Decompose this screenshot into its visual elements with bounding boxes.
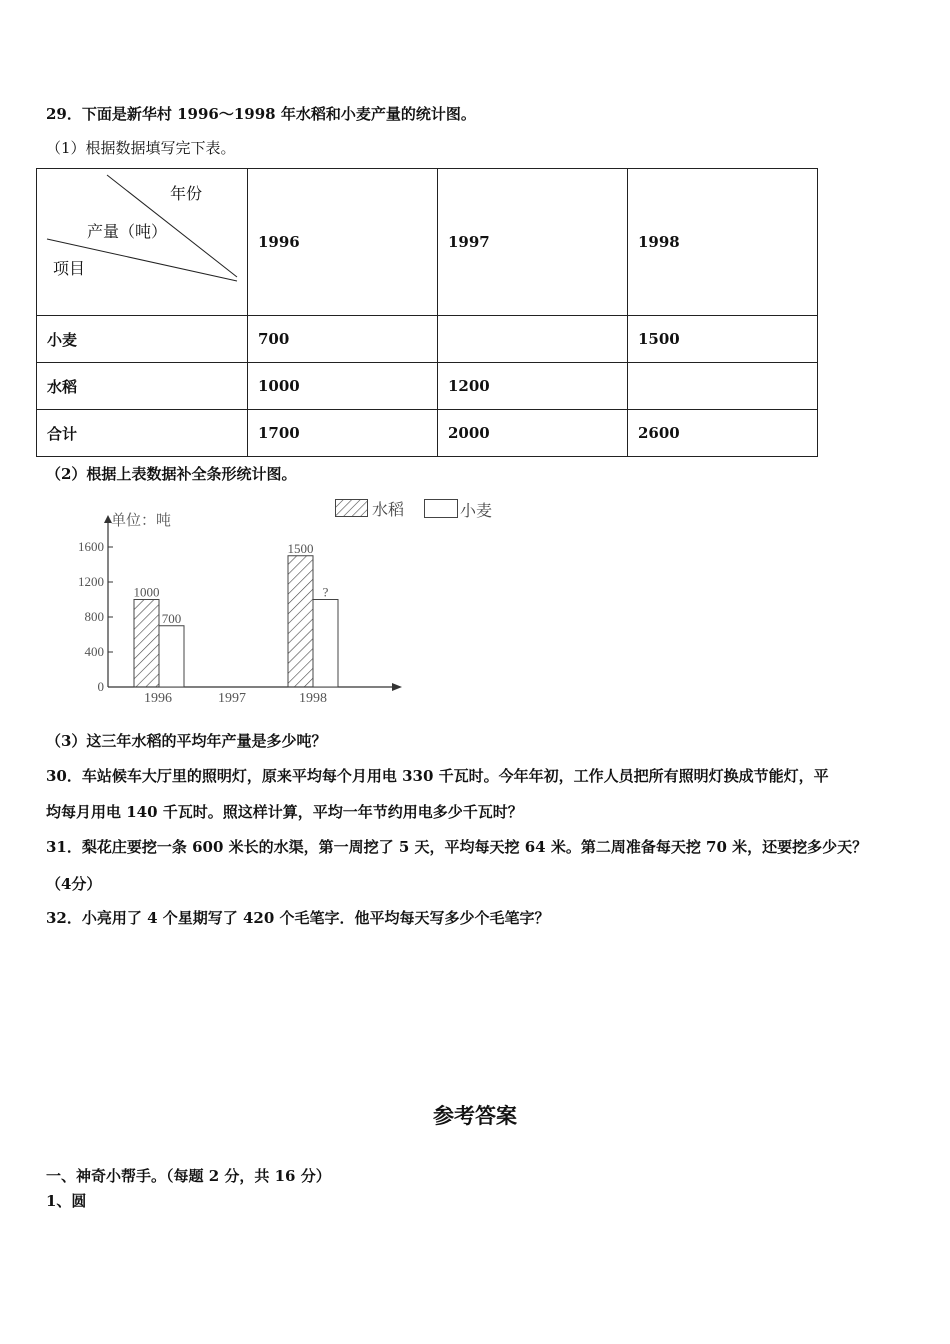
x-tick-label: 1997 bbox=[218, 691, 246, 706]
x-tick-label: 1996 bbox=[144, 691, 172, 706]
bar-rice bbox=[288, 556, 313, 687]
q32-text: 32．小亮用了 4 个星期写了 420 个毛笔字．他平均每天写多少个毛笔字？ bbox=[46, 909, 550, 927]
q29-title: 29．下面是新华村 1996～1998 年水稻和小麦产量的统计图。 bbox=[46, 105, 476, 123]
legend-wheat-swatch bbox=[424, 499, 458, 518]
y-tick-label: 0 bbox=[97, 679, 104, 694]
cell: 2600 bbox=[628, 410, 818, 457]
q30-line1: 30．车站候车大厅里的照明灯，原来平均每个月用电 330 千瓦时。今年年初，工作人员把所有照明灯换成节能灯，平 bbox=[46, 767, 829, 785]
y-tick-label: 400 bbox=[84, 644, 104, 659]
x-axis-arrow bbox=[392, 683, 402, 691]
diagonal-header-cell bbox=[37, 169, 248, 316]
y-tick-label: 1600 bbox=[78, 539, 104, 554]
q30-line2: 均每月用电 140 千瓦时。照这样计算，平均一年节约用电多少千瓦时？ bbox=[46, 803, 523, 821]
diagonal-lines bbox=[37, 169, 247, 316]
q31-line1: 31．梨花庄要挖一条 600 米长的水渠，第一周挖了 5 天，平均每天挖 64 米。第二周准备每天挖 70 米，还要挖多少天？ bbox=[46, 838, 868, 856]
y-tick-label: 1200 bbox=[78, 574, 104, 589]
y-tick-label: 800 bbox=[84, 609, 104, 624]
bar-chart bbox=[60, 505, 420, 710]
data-label: 700 bbox=[161, 610, 182, 626]
data-label: 1000 bbox=[133, 584, 160, 600]
cell bbox=[438, 316, 628, 363]
production-table bbox=[36, 168, 818, 457]
q29-part2: （2）根据上表数据补全条形统计图。 bbox=[46, 465, 297, 483]
header-year-label: 年份 bbox=[170, 184, 203, 203]
data-label: 1500 bbox=[287, 540, 314, 556]
cell: 1700 bbox=[248, 410, 438, 457]
bar-rice bbox=[134, 600, 159, 688]
answers-section1: 一、神奇小帮手。（每题 2 分，共 16 分） bbox=[46, 1167, 331, 1185]
row-label-rice: 水稻 bbox=[37, 363, 248, 410]
header-item-label: 项目 bbox=[53, 259, 86, 278]
cell bbox=[628, 363, 818, 410]
q29-part1: （1）根据数据填写完下表。 bbox=[46, 139, 236, 157]
table-row bbox=[37, 410, 818, 457]
bar-wheat bbox=[313, 600, 338, 688]
q31-line2: （4分） bbox=[46, 875, 102, 893]
header-output-label: 产量（吨） bbox=[87, 222, 168, 241]
q29-part3: （3）这三年水稻的平均年产量是多少吨？ bbox=[46, 732, 327, 750]
answers-title: 参考答案 bbox=[433, 1104, 517, 1128]
year-header-1998: 1998 bbox=[628, 169, 818, 316]
y-axis-unit-label: 单位：吨 bbox=[111, 513, 172, 529]
table-row bbox=[37, 363, 818, 410]
year-header-1997: 1997 bbox=[438, 169, 628, 316]
answer-1: 1、圆 bbox=[46, 1192, 87, 1210]
cell: 1200 bbox=[438, 363, 628, 410]
cell: 2000 bbox=[438, 410, 628, 457]
row-label-total: 合计 bbox=[37, 410, 248, 457]
row-label-wheat: 小麦 bbox=[37, 316, 248, 363]
year-header-1996: 1996 bbox=[248, 169, 438, 316]
cell: 700 bbox=[248, 316, 438, 363]
table-row bbox=[37, 316, 818, 363]
cell: 1500 bbox=[628, 316, 818, 363]
bar-wheat bbox=[159, 626, 184, 687]
x-tick-label: 1998 bbox=[299, 691, 327, 706]
cell: 1000 bbox=[248, 363, 438, 410]
legend-rice-label: 水稻 bbox=[372, 500, 405, 519]
legend-wheat-label: 小麦 bbox=[460, 501, 493, 520]
data-label: ? bbox=[322, 584, 329, 600]
